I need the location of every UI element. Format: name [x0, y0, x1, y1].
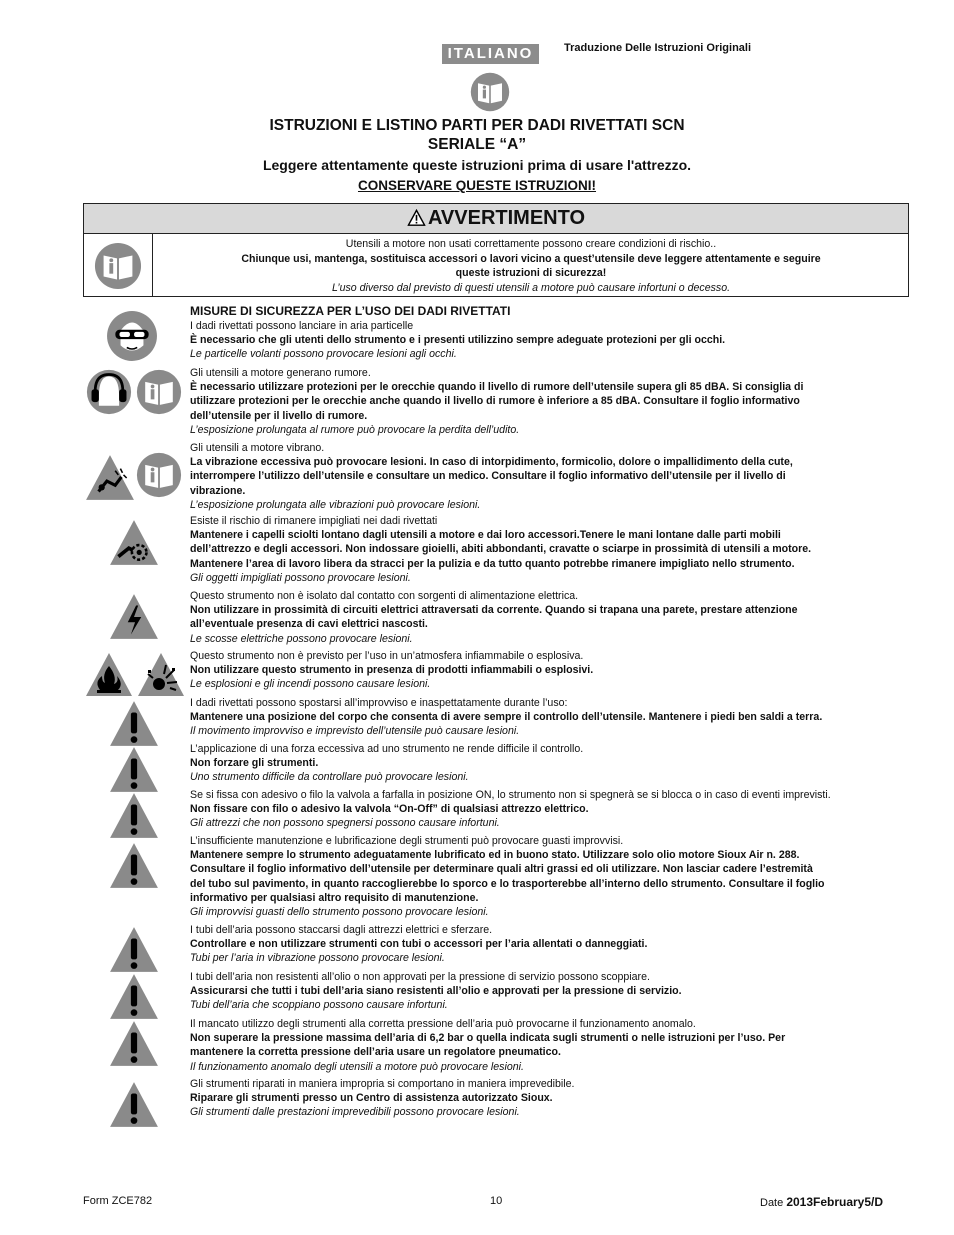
warning-icon	[108, 1079, 160, 1131]
hazard-block	[190, 319, 915, 362]
read-instructions-note: Leggere attentamente queste istruzioni prima di usare l'attrezzo.	[262, 157, 692, 173]
warning-icon	[108, 698, 160, 750]
instruction-text: all’eventuale presenza di cavi elettrici nascosti.	[190, 618, 428, 631]
language-badge: ITALIANO	[442, 44, 539, 64]
consequence-text: Le scosse elettriche possono provocare lesioni.	[190, 632, 413, 645]
date-field	[760, 1195, 883, 1209]
hazard-text: I tubi dell’aria non resistenti all’olio o non approvati per la pressione di servizio possono scoppiare.	[190, 971, 650, 983]
instruction-text: È necessario che gli utenti dello strumento e i presenti utilizzino sempre adeguate protezioni per gli occhi.	[190, 334, 726, 347]
date-label: Date	[760, 1197, 784, 1209]
instruction-text: Consultare il foglio informativo dell’utensile per determinare quali altri grassi ed oli utilizzare. Non lasciar cadere l’estremità	[190, 863, 813, 876]
consequence-text: Il funzionamento anomalo degli utensili a motore può provocare lesioni.	[190, 1060, 524, 1073]
hazard-text: Questo strumento non è previsto per l’uso in un’atmosfera infiammabile o esplosiva.	[190, 650, 584, 662]
document-subtitle: SERIALE “A”	[427, 136, 527, 153]
warning-icon	[108, 790, 160, 842]
hazard-block	[190, 923, 915, 966]
hazard-block	[190, 441, 915, 512]
instruction-text: La vibrazione eccessiva può provocare lesioni. In caso di intorpidimento, formicolio, dolore o impallidimento della cute,	[190, 456, 793, 469]
warning-box	[83, 203, 909, 297]
consequence-text: Le esplosioni e gli incendi possono causare lesioni.	[190, 678, 431, 691]
hazard-text: Gli utensili a motore vibrano.	[190, 442, 325, 454]
warning-line: L’uso diverso dal previsto di questi utensili a motore può causare infortuni o decesso.	[331, 281, 731, 294]
instruction-text: Non utilizzare in prossimità di circuiti elettrici attraversati da corrente. Quando si trapana una parete, prestare attenzione	[190, 604, 798, 617]
instruction-text: Non fissare con filo o adesivo la valvola “On-Off” di qualsiasi attrezzo elettrico.	[190, 803, 589, 816]
hazard-block	[190, 696, 915, 739]
entanglement-icon	[108, 517, 160, 569]
warning-line: Utensili a motore non usati correttamente possono creare condizioni di rischio..	[345, 238, 717, 250]
hazard-text: Gli utensili a motore generano rumore.	[190, 367, 371, 379]
hazard-block	[190, 742, 915, 785]
hazard-block	[190, 589, 915, 646]
consequence-text: Gli improvvisi guasti dello strumento possono provocare lesioni.	[190, 906, 489, 919]
hazard-block	[190, 834, 915, 919]
hazard-text: I dadi rivettati possono spostarsi all’improvviso e inaspettatamente durante l’uso:	[190, 697, 568, 709]
instruction-text: Riparare gli strumenti presso un Centro di assistenza autorizzato Sioux.	[190, 1092, 553, 1105]
eye-protection-icon	[106, 310, 158, 362]
hazard-text: Il mancato utilizzo degli strumenti alla corretta pressione dell’aria può provocarne il funzionamento anomalo.	[190, 1018, 696, 1030]
consequence-text: Le particelle volanti possono provocare lesioni agli occhi.	[190, 348, 457, 361]
section-title: MISURE DI SICUREZZA PER L’USO DEI DADI RIVETTATI	[190, 304, 511, 318]
instruction-text: Mantenere i capelli sciolti lontano dagli utensili a motore e dai loro accessori.Tenere le mani lontane dalle parti mobili	[190, 529, 781, 542]
instruction-text: vibrazione.	[190, 484, 246, 497]
hazard-block	[190, 970, 915, 1013]
hazard-block	[190, 514, 915, 585]
consequence-text: Uno strumento difficile da controllare può provocare lesioni.	[190, 771, 469, 784]
hazard-text: Questo strumento non è isolato dal contatto con sorgenti di alimentazione elettrica.	[190, 590, 579, 602]
warning-triangle-icon	[407, 209, 426, 227]
hazard-block	[190, 788, 915, 831]
instruction-text: Non utilizzare questo strumento in presenza di prodotti infiammabili o esplosivi.	[190, 664, 594, 677]
instruction-text: Non superare la pressione massima dell’aria di 6,2 bar o quella indicata sugli strumenti o nelle istruzioni per l’uso. Per	[190, 1032, 786, 1045]
warning-header	[84, 204, 908, 234]
warning-heading: AVVERTIMENTO	[427, 207, 586, 229]
ear-protection-icon	[86, 369, 132, 415]
form-label: Form ZCE782	[83, 1195, 153, 1207]
manual-icon	[136, 452, 182, 498]
manual-icon	[469, 72, 511, 112]
manual-icon	[94, 242, 142, 290]
instruction-text: Non forzare gli strumenti.	[190, 757, 319, 770]
instruction-text: Controllare e non utilizzare strumenti con tubi o accessori per l’aria allentati o danneggiati.	[190, 938, 648, 951]
hazard-text: Se si fissa con adesivo o filo la valvola a farfalla in posizione ON, lo strumento non si spegnerà se si blocca o in caso di eventi imprevisti.	[190, 789, 831, 801]
consequence-text: L’esposizione prolungata alle vibrazioni può provocare lesioni.	[190, 498, 481, 511]
instruction-text: del tubo sul pavimento, in quanto raccoglierebbe lo sporco e lo trasporterebbe all’interno dello strumento. Consultare il foglio	[190, 877, 825, 890]
consequence-text: L’esposizione prolungata al rumore può provocare la perdita dell’udito.	[190, 423, 520, 436]
warning-icon-cell	[84, 234, 153, 296]
consequence-text: Tubi dell’aria che scoppiano possono causare infortuni.	[190, 999, 448, 1012]
hazard-text: L’insufficiente manutenzione e lubrificazione degli strumenti può provocare guasti improvvisi.	[190, 835, 624, 847]
hazard-text: I dadi rivettati possono lanciare in aria particelle	[190, 320, 414, 332]
instruction-text: interrompere l’utilizzo dell’utensile e consultare un medico. Consultare il foglio informativo dell’utensile per il livello di	[190, 470, 786, 483]
hazard-text: L’applicazione di una forza eccessiva ad uno strumento ne rende difficile il controllo.	[190, 743, 584, 755]
hazard-block	[190, 366, 915, 437]
document-title: ISTRUZIONI E LISTINO PARTI PER DADI RIVETTATI SCN	[269, 117, 685, 134]
instruction-text: Assicurarsi che tutti i tubi dell’aria siano resistenti all’olio e approvati per la pressione di servizio.	[190, 985, 682, 998]
warning-line: queste istruzioni di sicurezza!	[455, 267, 607, 279]
electric-shock-icon	[108, 591, 160, 643]
warning-icon	[108, 924, 160, 976]
instruction-text: È necessario utilizzare protezioni per le orecchie quando il livello di rumore dell’utensile supera gli 85 dBA. Si consiglia di	[190, 381, 804, 394]
instruction-text: utilizzare protezioni per le orecchie anche quando il livello di rumore è inferiore a 85 dBA. Consultare il foglio informativo	[190, 395, 800, 408]
vibration-icon	[84, 452, 136, 504]
flammable-icon	[84, 650, 134, 700]
translation-note: Traduzione Delle Istruzioni Originali	[564, 42, 752, 54]
consequence-text: Gli strumenti dalle prestazioni imprevedibili possono provocare lesioni.	[190, 1106, 520, 1119]
instruction-text: informativo per qualsiasi altro requisito di manutenzione.	[190, 891, 479, 904]
keep-instructions-note: CONSERVARE QUESTE ISTRUZIONI!	[357, 178, 597, 193]
warning-icon	[108, 744, 160, 796]
instruction-text: Mantenere l’area di lavoro libera da stracci per la pulizia e da tutto quanto potrebbe rimanere impigliato nello strumento.	[190, 557, 795, 570]
hazard-block	[190, 1077, 915, 1120]
warning-icon	[108, 1018, 160, 1070]
instruction-text: mantenere la corretta pressione dell’aria usare un regolatore pneumatico.	[190, 1046, 561, 1059]
hazard-text: Gli strumenti riparati in maniera impropria si comportano in maniera imprevedibile.	[190, 1078, 575, 1090]
consequence-text: Tubi per l’aria in vibrazione possono provocare lesioni.	[190, 952, 445, 965]
instruction-text: Mantenere sempre lo strumento adeguatamente lubrificato ed in buono stato. Utilizzare solo olio motore Sioux Air n. 288.	[190, 849, 800, 862]
consequence-text: Il movimento improvviso e imprevisto dell’utensile può causare lesioni.	[190, 725, 520, 738]
instruction-text: Mantenere una posizione del corpo che consenta di avere sempre il controllo dell’utensile. Mantenere i piedi ben saldi a terra.	[190, 711, 823, 724]
instruction-text: dell’utensile per il livello di rumore.	[190, 409, 368, 422]
warning-text	[154, 237, 908, 295]
manual-icon	[136, 369, 182, 415]
warning-icon	[108, 840, 160, 892]
consequence-text: Gli attrezzi che non possono spegnersi possono causare infortuni.	[190, 817, 500, 830]
hazard-text: I tubi dell’aria possono staccarsi dagli attrezzi elettrici e sferzare.	[190, 924, 493, 936]
hazard-block	[190, 1017, 915, 1074]
date-value: 2013February5/D	[786, 1195, 884, 1209]
warning-line: Chiunque usi, mantenga, sostituisca accessori o lavori vicino a quest’utensile deve leggere attentamente e seguire	[241, 252, 821, 265]
instruction-text: dell’attrezzo e degli accessori. Non indossare gioielli, abiti abbondanti, cravatte o sciarpe in prossimità di utensili a motore.	[190, 543, 812, 556]
consequence-text: Gli oggetti impigliati possono provocare lesioni.	[190, 571, 411, 584]
page-number: 10	[490, 1195, 503, 1207]
warning-icon	[108, 971, 160, 1023]
hazard-block	[190, 649, 915, 692]
hazard-text: Esiste il rischio di rimanere impigliati nei dadi rivettati	[190, 515, 438, 527]
explosive-icon	[136, 650, 186, 700]
